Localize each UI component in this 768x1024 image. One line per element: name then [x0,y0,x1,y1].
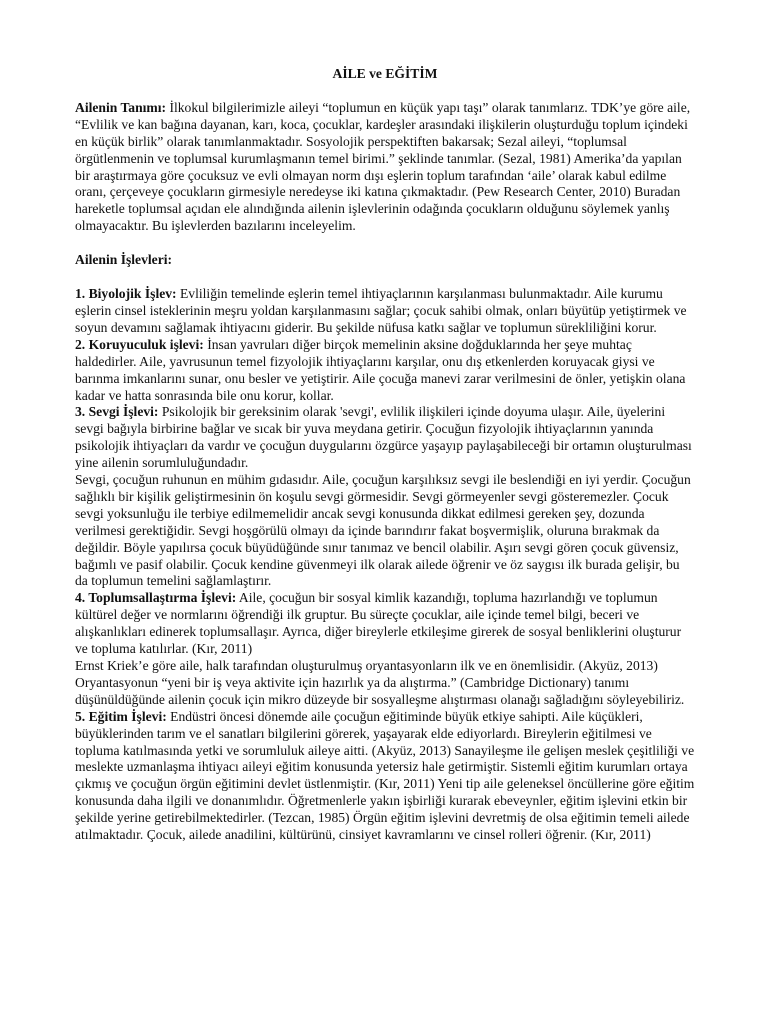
section-text: Ernst Kriek’e göre aile, halk tarafından oluşturulmuş oryantasyonların ilk ve en önemlisidir. (Akyüz, 2013) Oryantasyonun “yeni bir iş veya aktivite için hazırlık ya da alıştırma.” (Cambridge Dictionary) tanımı düşünüldüğünde ailenin çocuk için mikro düzeyde bir sosyalleşme alıştırması olanağı sağladığını söyleyebiliriz. [75,658,685,707]
section-socialization [75,590,695,658]
section-biological [75,286,695,337]
section-text: Evliliğin temelinde eşlerin temel ihtiyaçlarının karşılanması bulunmaktadır. Aile kurumu eşlerin cinsel isteklerinin meşru yoldan karşılanmasını sağlar; çocuk sahibi olmak, onları büyütüp yetiştirmek ve soyun devamını sağlamak ihtiyacını giderir. Bu şekilde nüfusa katkı sağlar ve toplumun sürekliliğini korur. [75,286,687,335]
section-text: Sevgi, çocuğun ruhunun en mühim gıdasıdır. Aile, çocuğun karşılıksız sevgi ile beslendiği en iyi yerdir. Çocuğun sağlıklı bir kişilik geliştirmesinin ön koşulu sevgi görmesidir. Sevgi görmeyenler sevgi gösteremezler. Çocuk sevgi yoksunluğu ile terbiye edilmemelidir ancak sevgi konusunda dikkat edilmesi gereken şey, dozunda verilmesi gerektiğidir. Sevgi hoşgörülü olmayı da içinde barındırır fakat boşvermişlik, oluruna bırakmak da değildir. Böyle yapılırsa çocuk büyüdüğünde sınır tanımaz ve bencil olabilir. Aşırı sevgi gören çocuk güvensiz, bağımlı ve pasif olabilir. Çocuk kendine güvenmeyi ilk olarak ailede öğrenir ve öz saygısı ilk burada gelişir, bu da toplumun temelini sağlamlaştırır. [75,472,691,589]
functions-heading: Ailenin İşlevleri: [75,252,173,268]
section-label: 5. Eğitim İşlevi: [75,708,167,724]
section-text: Aile, çocuğun bir sosyal kimlik kazandığı, topluma hazırlandığı ve toplumun kültürel değer ve normlarını öğrendiği ilk gruptur. Bu süreçte çocuklar, aile içinde temel bilgi, beceri ve alışkanlıkları edinerek toplumsallaşır. Ayrıca, diğer bireylerle etkileşime girerek de sosyal benliklerini oluşturur ve topluma katılırlar. (Kır, 2011) [75,590,682,657]
document-title: AİLE ve EĞİTİM [332,66,438,81]
section-text: Endüstri öncesi dönemde aile çocuğun eğitiminde büyük etkiye sahipti. Aile küçükleri, büyüklerinden tarım ve el sanatları bilgilerini görerek, yaşayarak elde ediyorlardı. Bireylerin eğitilmesi ve topluma katılmasında yetki ve sorumluluk aileye aitti. (Akyüz, 2013) Sanayileşme ile gelişen meslek çeşitliliği ve meslekte uzmanlaşma ihtiyacı aileyi eğitim konusunda yetersiz hale getirmiştir. Sistemli eğitim kurumları ortaya çıkmış ve çocuğun örgün eğitimini devlet üstlenmiştir. (Kır, 2011) Yeni tip aile geleneksel öncüllerine göre eğitim konusunda daha ilgili ve donanımlıdır. Öğretmenlerle yakın işbirliği kurarak ebeveynler, eğitim işlevini etkin bir şekilde yerine getirebilmektedirler. (Tezcan, 1985) Örgün eğitim işlevini devretmiş de olsa eğitimin temeli ailede atılmaktadır. Çocuk, ailede anadilini, kültürünü, cinsiyet kavramlarını ve cinsel rolleri öğrenir. (Kır, 2011) [75,708,695,843]
section-text: İnsan yavruları diğer birçok memelinin aksine doğduklarında her şeye muhtaç haldedirler. Aile, yavrusunun temel fizyolojik ihtiyaçlarını karşılar, onu dış etkenlerden koruyacak giysi ve barınma imkanlarını sunar, onu besler ve yetiştirir. Aile çocuğa manevi zarar verilmesini de önler, yetişkin olana kadar ve hatta sonrasında bile onu korur, kollar. [75,336,686,403]
definition-paragraph [75,100,695,235]
section-protective [75,337,695,405]
section-label: 1. Biyolojik İşlev: [75,286,177,302]
section-love-continued [75,472,695,590]
document-page [75,66,695,844]
section-label: 3. Sevgi İşlevi: [75,404,159,420]
section-label: 4. Toplumsallaştırma İşlevi: [75,590,237,606]
section-label: 2. Koruyuculuk işlevi: [75,336,204,352]
section-text: Psikolojik bir gereksinim olarak 'sevgi', evlilik ilişkileri içinde doyuma ulaşır. Aile, üyelerini sevgi bağıyla birbirine bağlar ve sıcak bir yuva meydana getirir. Çocuğun fizyolojik ihtiyaçlarının yanında psikolojik ihtiyaçları da vardır ve çocuğun duygularını özgürce yaşayıp paylaşabileceği bir ortamın oluşturulması yine ailenin sorumluluğundadır. [75,404,692,471]
section-love [75,404,695,472]
definition-text: İlkokul bilgilerimizle aileyi “toplumun en küçük yapı taşı” olarak tanımlarız. TDK’ye göre aile, “Evlilik ve kan bağına dayanan, karı, koca, çocuklar, kardeşler arasındaki ilişkilerin oluşturduğu toplum içindeki en küçük birlik” olarak tanımlanmaktadır. Sosyolojik perspektiften bakarsak; Sezal aileyi, “toplumsal örgütlenmenin ve toplumsal kurumlaşmanın temel birimi.” şeklinde tanımlar. (Sezal, 1981) Amerika’da yapılan bir araştırmaya göre çocuksuz ve evli olmayan norm dışı eşlerin toplum tarafından ‘aile’ olarak kabul edilme oranı, çerçeveye çocukların girmesiyle neredeyse iki katına çıkmaktadır. (Pew Research Center, 2010) Buradan hareketle toplumsal açıdan ele alındığında ailenin işlevlerinin odağında çocukların olduğunu söylemek yanlış olmayacaktır. Bu işlevlerden bazılarını inceleyelim. [75,99,691,234]
definition-label: Ailenin Tanımı: [75,99,167,115]
section-education [75,709,695,844]
section-socialization-continued [75,658,695,709]
